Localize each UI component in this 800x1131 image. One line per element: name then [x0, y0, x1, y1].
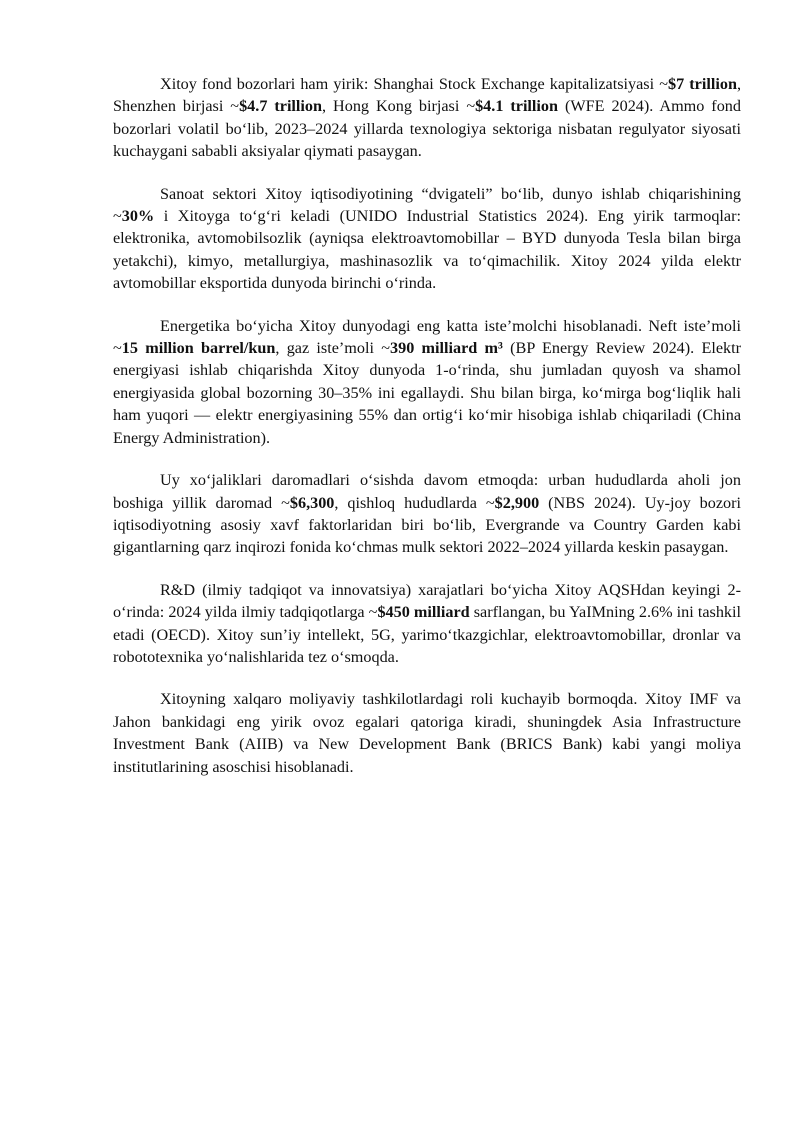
- paragraph-text: (NBS 2024). Uy-joy bozori iqtisodiyotning asosiy xavf faktorlaridan biri bo‘lib, Evergrande va Country Garden kabi gigantlarning qarz inqirozi fonida ko‘chmas mulk sektori 2022–2024 yillarda keskin pasaygan.: [113, 493, 741, 557]
- paragraph-text: , gaz iste’moli ~: [275, 339, 390, 358]
- paragraph-text: i Xitoyga to‘g‘ri keladi (UNIDO Industrial Statistics 2024). Eng yirik tarmoqlar: elektronika, avtomobilsozlik (ayniqsa elektroavtomobillar – BYD dunyoda Tesla bilan birga yetakchi), kimyo, metallurgiya, mashinasozlik va to‘qimachilik. Xitoy 2024 yilda elektr avtomobillar eksportida dunyoda birinchi o‘rinda.: [113, 207, 741, 293]
- document-body: [113, 73, 741, 798]
- paragraph-text: , qishloq hududlarda ~: [334, 493, 495, 512]
- paragraph: [113, 315, 741, 449]
- bold-figure: $450 milliard: [377, 603, 470, 622]
- paragraph-text: , Shenzhen birjasi ~: [113, 75, 742, 116]
- paragraph: [113, 183, 741, 295]
- paragraph-text: Uy xo‘jaliklari daromadlari o‘sishda davom etmoqda: urban hududlarda aholi jon boshiga yillik daromad ~: [113, 471, 741, 512]
- paragraph-text: , Hong Kong birjasi ~: [322, 97, 476, 116]
- paragraph-text: Xitoy fond bozorlari ham yirik: Shanghai Stock Exchange kapitalizatsiyasi ~: [160, 75, 668, 93]
- paragraph-text: Sanoat sektori Xitoy iqtisodiyotining “dvigateli” bo‘lib, dunyo ishlab chiqarishining ~: [113, 184, 741, 226]
- bold-figure: $7 trillion: [667, 75, 737, 93]
- bold-figure: 30%: [121, 207, 155, 226]
- bold-figure: 390 milliard m³: [390, 339, 503, 358]
- paragraph-text: Xitoyning xalqaro moliyaviy tashkilotlardagi roli kuchayib bormoqda. Xitoy IMF va Jahon bankidagi eng yirik ovoz egalari qatoriga kiradi, shuningdek Asia Infrastructure Investment Bank (AIIB) va New Development Bank (BRICS Bank) kabi yangi moliya institutlarining asoschisi hisoblanadi.: [113, 690, 741, 776]
- paragraph-text: (WFE 2024). Ammo fond bozorlari volatil bo‘lib, 2023–2024 yillarda texnologiya sektoriga nisbatan regulyator siyosati kuchaygani sababli aksiyalar qiymati pasaygan.: [113, 97, 741, 161]
- bold-figure: $4.7 trillion: [239, 97, 323, 116]
- paragraph-text: (BP Energy Review 2024). Elektr energiyasi ishlab chiqarishda Xitoy dunyoda 1-o‘rinda, shu jumladan quyosh va shamol energiyasida global bozorning 30–35% ini egallaydi. Shu bilan birga, ko‘mirga bog‘liqlik hali ham yuqori — elektr energiyasining 55% dan ortig‘i ko‘mir hisobiga ishlab chiqariladi (China Energy Administration).: [113, 339, 742, 447]
- paragraph: [113, 579, 741, 669]
- paragraph: [113, 73, 741, 163]
- bold-figure: $2,900: [494, 493, 540, 512]
- paragraph: [113, 688, 741, 778]
- bold-figure: 15 million barrel/kun: [121, 339, 276, 358]
- paragraph: [113, 469, 741, 559]
- paragraph-text: R&D (ilmiy tadqiqot va innovatsiya) xarajatlari bo‘yicha Xitoy AQSHdan keyingi 2-o‘rinda: 2024 yilda ilmiy tadqiqotlarga ~: [113, 580, 741, 622]
- paragraph-text: Energetika bo‘yicha Xitoy dunyodagi eng katta iste’molchi hisoblanadi. Neft iste’moli ~: [113, 316, 741, 358]
- paragraph-text: sarflangan, bu YaIMning 2.6% ini tashkil etadi (OECD). Xitoy sun’iy intellekt, 5G, yarimo‘tkazgichlar, elektroavtomobillar, dronlar va robototexnika yo‘nalishlarida tez o‘smoqda.: [113, 603, 741, 666]
- bold-figure: $6,300: [289, 493, 335, 512]
- bold-figure: $4.1 trillion: [475, 97, 559, 116]
